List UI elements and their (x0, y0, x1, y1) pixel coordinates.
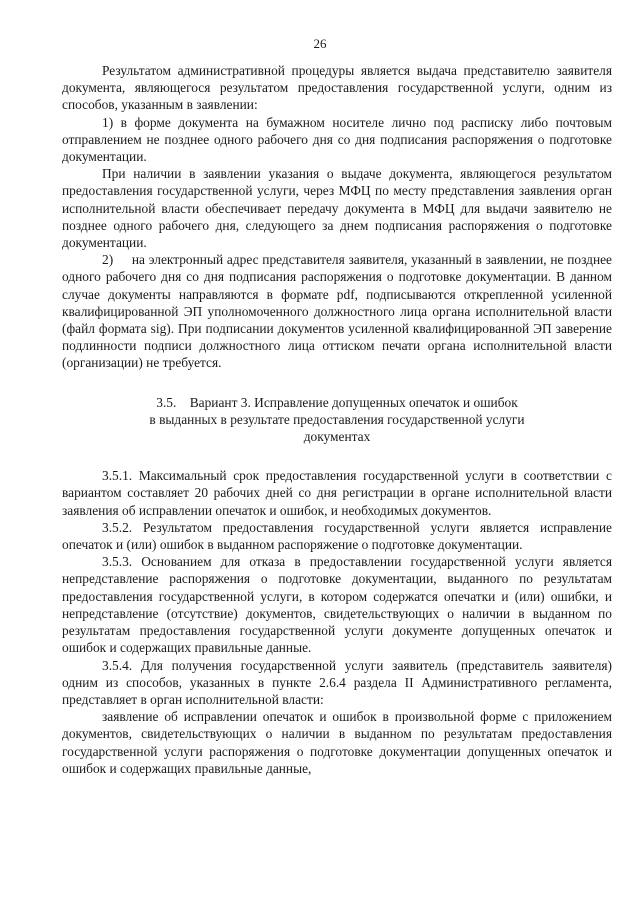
section-heading (62, 394, 612, 446)
document-body (62, 62, 612, 777)
paragraph-application-correction: заявление об исправлении опечаток и ошибок в произвольной форме с приложением документов, свидетельствующих о наличии в выданном по результатам предоставления государственной услуги распоряжения о подготовке документации допущенных опечаток и ошибок и содержащих правильные данные, (62, 709, 612, 776)
paragraph-3-5-3: 3.5.3. Основанием для отказа в предоставлении государственной услуги является непредставление распоряжения о подготовке документации, выданного по результатам предоставления государственной услуги, в котором содержатся опечатки и (или) ошибки, и непредставление (отсутствие) документов, свидетельствующих о наличии в выданном по результатам предоставления государственной услуги документе допущенных опечаток и ошибок и содержащих правильные данные. (62, 554, 612, 656)
paragraph-result-delivery: Результатом административной процедуры является выдача представителю заявителя документа, являющегося результатом предоставления государственной услуги, одним из способов, указанным в заявлении: (62, 63, 612, 113)
paragraph-3-5-1: 3.5.1. Максимальный срок предоставления государственной услуги в соответствии с вариантом составляет 20 рабочих дней со дня регистрации в органе исполнительной власти заявления об исправлении опечаток и ошибок, и необходимых документов. (62, 468, 612, 518)
paragraph-mfc-delivery: При наличии в заявлении указания о выдаче документа, являющегося результатом предоставления государственной услуги, через МФЦ по месту представления заявления орган исполнительной власти обеспечивает передачу документа в МФЦ для выдачи заявителю не позднее одного рабочего дня, следующего за днем подписания распоряжения о подготовке документации. (62, 166, 612, 251)
section-heading-line: 3.5. Вариант 3. Исправление допущенных опечаток и ошибок (156, 394, 518, 410)
paragraph-paper-form: 1) в форме документа на бумажном носителе лично под расписку либо почтовым отправлением не позднее одного рабочего дня со дня подписания распоряжения о подготовке документации. (62, 114, 612, 165)
paragraph-electronic-delivery: 2) на электронный адрес представителя заявителя, указанный в заявлении, не позднее одного рабочего дня со дня подписания распоряжения о подготовке документации. В данном случае документы направляются в формате pdf, подписываются открепленной усиленной квалифицированной ЭП уполномоченного должностного лица органа исполнительной власти (файл формата sig). При подписании документов усиленной квалифицированной ЭП заверение подлинности подписи должностного лица оттиском печати органа исполнительной власти (организации) не требуется. (62, 252, 612, 371)
paragraph-3-5-4: 3.5.4. Для получения государственной услуги заявитель (представитель заявителя) одним из способов, указанных в пункте 2.6.4 раздела II Административного регламента, представляет в орган исполнительной власти: (62, 657, 612, 707)
section-heading-line: документах (303, 429, 371, 445)
section-heading-line: в выданных в результате предоставления государственной услуги (149, 411, 525, 427)
page-number: 26 (313, 36, 327, 51)
paragraph-3-5-2: 3.5.2. Результатом предоставления государственной услуги является исправление опечаток и (или) ошибок в выданном распоряжение о подготовке документации. (62, 519, 612, 553)
